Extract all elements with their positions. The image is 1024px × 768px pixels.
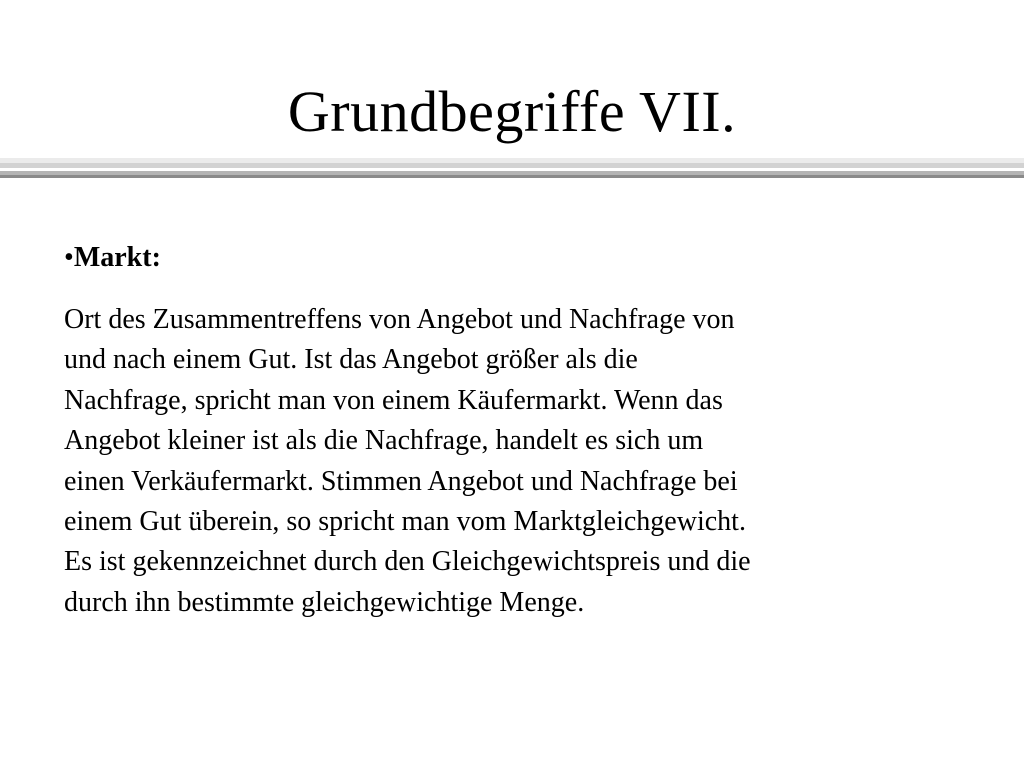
paragraph-line: Es ist gekennzeichnet durch den Gleichgewichtspreis und die: [64, 546, 751, 578]
paragraph-line: Nachfrage, spricht man von einem Käufermarkt. Wenn das: [64, 384, 723, 416]
paragraph-line: Ort des Zusammentreffens von Angebot und Nachfrage von: [64, 304, 735, 335]
paragraph-line: und nach einem Gut. Ist das Angebot größer als die: [64, 344, 638, 376]
bullet-marker: •: [64, 242, 74, 273]
paragraph-line: Angebot kleiner ist als die Nachfrage, handelt es sich um: [64, 425, 704, 457]
slide-title: Grundbegriffe VII.: [287, 79, 737, 144]
paragraph-line: einem Gut überein, so spricht man vom Marktgleichgewicht.: [64, 506, 746, 538]
definition-paragraph: [64, 300, 934, 623]
bullet-item: [64, 238, 161, 278]
title-divider: [0, 158, 1024, 180]
bullet-term: Markt:: [73, 242, 161, 273]
divider-band-dark: [0, 175, 1024, 178]
paragraph-line: durch ihn bestimmte gleichgewichtige Menge.: [64, 586, 585, 618]
paragraph-line: einen Verkäufermarkt. Stimmen Angebot und Nachfrage bei: [64, 465, 738, 497]
